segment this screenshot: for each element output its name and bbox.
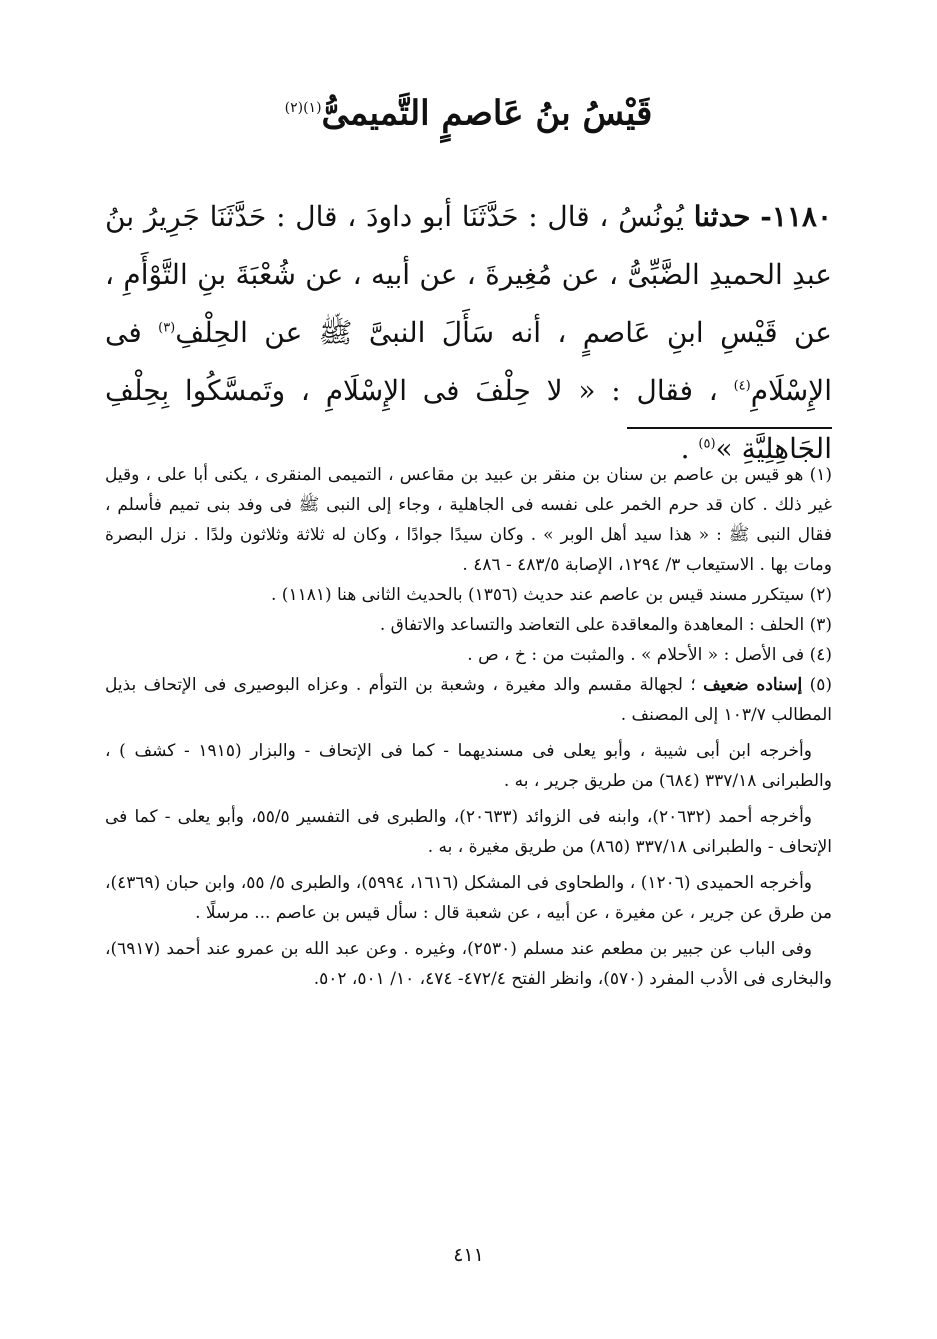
hadith-matn: ، فقال : « لا حِلْفَ فى الإِسْلَامِ ، وتَمسَّكُوا بِحِلْفِ الجَاهِلِيَّةِ » (105, 374, 832, 465)
footnote-5-grading: إسناده ضعيف (703, 675, 803, 695)
footnote-5-text: ؛ لجهالة مقسم والد مغيرة ، وشعبة بن التوأم . وعزاه البوصيرى فى الإتحاف بذيل المطالب ١٠٣/٧ إلى المصنف . (105, 675, 832, 725)
footnote-5-number: (٥) (809, 675, 833, 695)
hadith-end: . (680, 432, 690, 465)
footnote-1: (١) هو قيس بن عاصم بن سنان بن منقر بن عبيد بن مقاعس ، التميمى المنقرى ، يكنى أبا على ، وقيل غير ذلك . كان قد حرم الخمر على نفسه فى الجاهلية ، وجاء إلى النبى ﷺ فى وفد بنى تميم فأسلم ، فقال النبى ﷺ : « هذا سيد أهل الوبر » . وكان سيدًا جوادًا ، وكان له ثلاثة وثلاثون ولدًا . نزل البصرة ومات بها . الاستيعاب ٣/ ١٢٩٤، الإصابة ٤٨٣/٥ - ٤٨٦ . (105, 465, 832, 575)
takhrij-paragraph: وأخرجه الحميدى (١٢٠٦) ، والطحاوى فى المشكل (١٦١٦، ٥٩٩٤)، والطبرى ٥/ ٥٥، وابن حبان (٤٣٦٩)، من طرق عن جرير ، عن مغيرة ، عن أبيه ، عن شعبة قال : سأل قيس بن عاصم ... مرسلًا . (105, 873, 832, 923)
chapter-title-text: قَيْسُ بنُ عَاصمٍ التَّميمىُّ (321, 93, 653, 134)
footnote-5 (105, 670, 832, 730)
chapter-title-footnote-refs: (١)(٢) (284, 100, 322, 116)
footnote-3: (٣) الحلف : المعاهدة والمعاقدة على التعاضد والتساعد والاتفاق . (379, 615, 832, 635)
footnote-4: (٤) فى الأصل : « الأحلام » . والمثبت من : خ ، ص . (467, 645, 832, 665)
footnote-2: (٢) سيتكرر مسند قيس بن عاصم عند حديث (١٣٥٦) بالحديث الثانى هنا (١١٨١) . (270, 585, 832, 605)
hadith-segment: فى الإِسْلَامِ (105, 316, 832, 407)
page-number: ٤١١ (453, 1244, 484, 1266)
hadith-text (105, 188, 832, 478)
hadith-number: ١١٨٠- (760, 200, 832, 233)
footnote-ref-5: (٥) (698, 436, 716, 452)
takhrij-paragraph: وأخرجه أحمد (٢٠٦٣٢)، وابنه فى الزوائد (٢٠٦٣٣)، والطبرى فى التفسير ٥٥/٥، وأبو يعلى - كما فى الإتحاف - والطبرانى ٣٣٧/١٨ (٨٦٥) من طريق مغيرة ، به . (105, 807, 832, 857)
takhrij-paragraph: وأخرجه ابن أبى شيبة ، وأبو يعلى فى مسنديهما - كما فى الإتحاف - والبزار (١٩١٥ - كشف ) ، والطبرانى ٣٣٧/١٨ (٦٨٤) من طريق جرير ، به . (105, 741, 832, 791)
hadith-isnad: يُونُسُ ، قال : حَدَّثَنَا أبو داودَ ، قال : حَدَّثَنَا جَرِيرُ بنُ عبدِ الحميدِ الضَّبِّىُّ ، عن مُغِيرةَ ، عن أبيه ، عن شُعْبَةَ بنِ التَّوْأَمِ ، عن قَيْسِ ابنِ عَاصمٍ ، أنه سَأَلَ النبىَّ ﷺ عن الحِلْفِ (105, 200, 832, 349)
takhrij-paragraph: وفى الباب عن جبير بن مطعم عند مسلم (٢٥٣٠)، وغيره . وعن عبد الله بن عمرو عند أحمد (٦٩١٧)، والبخارى فى الأدب المفرد (٥٧٠)، وانظر الفتح ٤٧٢/٤- ٤٧٤، ١٠/ ٥٠١، ٥٠٢. (105, 939, 832, 989)
footnote-separator (627, 427, 832, 429)
chapter-title (0, 78, 937, 143)
footnote-ref-4: (٤) (733, 378, 751, 394)
footnotes (105, 460, 832, 994)
hadith-opening: حدثنا (693, 200, 751, 233)
footnote-ref-3: (٣) (158, 320, 176, 336)
